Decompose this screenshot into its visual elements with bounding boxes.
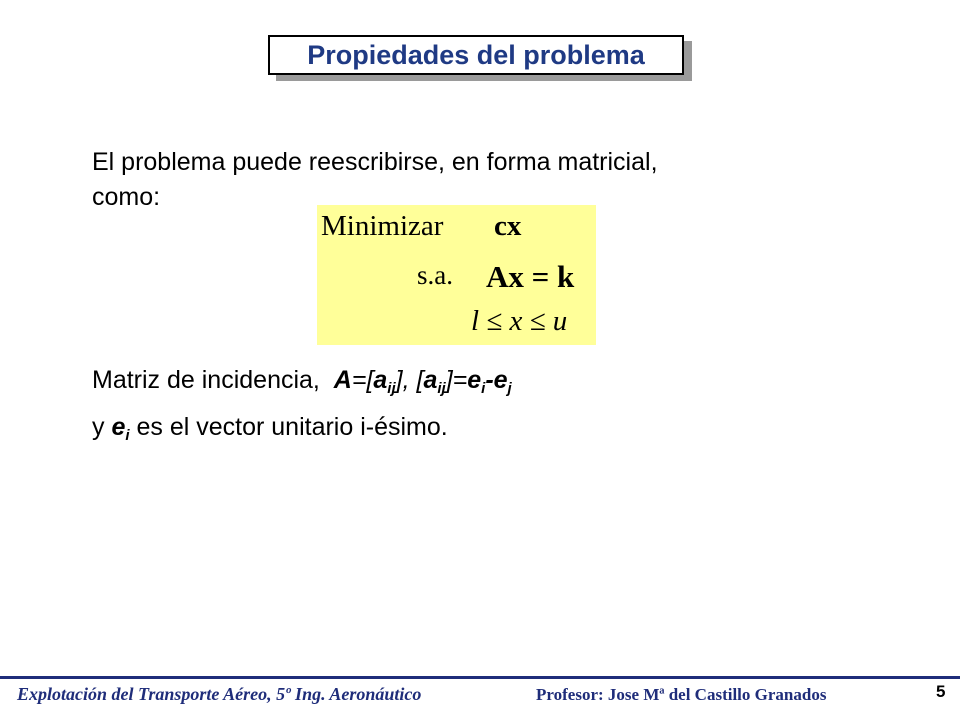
intro-line-1: El problema puede reescribirse, en forma matricial, <box>92 148 658 176</box>
incidence-ij1: ij <box>387 380 396 397</box>
incidence-eq2: ]= <box>445 366 468 394</box>
slide-title-box <box>268 35 684 75</box>
unit-vector-i: i <box>125 427 130 444</box>
unit-vector-line <box>92 413 448 444</box>
slide-title: Propiedades del problema <box>307 39 645 70</box>
title-frame <box>268 35 684 75</box>
incidence-a1: a <box>373 366 388 394</box>
formula-minimize-label: Minimizar <box>321 210 444 242</box>
intro-line-2: como: <box>92 183 161 211</box>
footer-divider <box>0 676 960 679</box>
incidence-j1: j <box>507 380 512 397</box>
incidence-matrix-line <box>92 366 512 397</box>
incidence-ij2: ij <box>437 380 446 397</box>
incidence-a2: a <box>423 366 438 394</box>
footer-course: Explotación del Transporte Aéreo, 5º Ing. Aeronáutico <box>17 684 422 704</box>
incidence-e1: e <box>467 366 482 394</box>
incidence-close1: ], [ <box>395 366 424 394</box>
incidence-i1: i <box>481 380 486 397</box>
formula-objective: cx <box>494 210 522 242</box>
incidence-minus: - <box>485 366 494 394</box>
unit-vector-e: e <box>111 413 126 441</box>
footer-professor: Profesor: Jose Mª del Castillo Granados <box>536 685 827 704</box>
formula-subject-to: s.a. <box>417 260 453 290</box>
formula-box <box>317 205 596 345</box>
page-number: 5 <box>936 682 946 701</box>
incidence-e2: e <box>493 366 508 394</box>
unit-vector-prefix: y <box>92 413 112 441</box>
formula-constraint: Ax = k <box>486 259 575 294</box>
matrix-A: A <box>333 366 352 394</box>
incidence-prefix: Matriz de incidencia, <box>92 366 334 394</box>
incidence-eq1: =[ <box>351 366 374 394</box>
formula-bounds: l ≤ x ≤ u <box>471 305 568 337</box>
unit-vector-rest: es el vector unitario i-ésimo. <box>129 413 448 441</box>
